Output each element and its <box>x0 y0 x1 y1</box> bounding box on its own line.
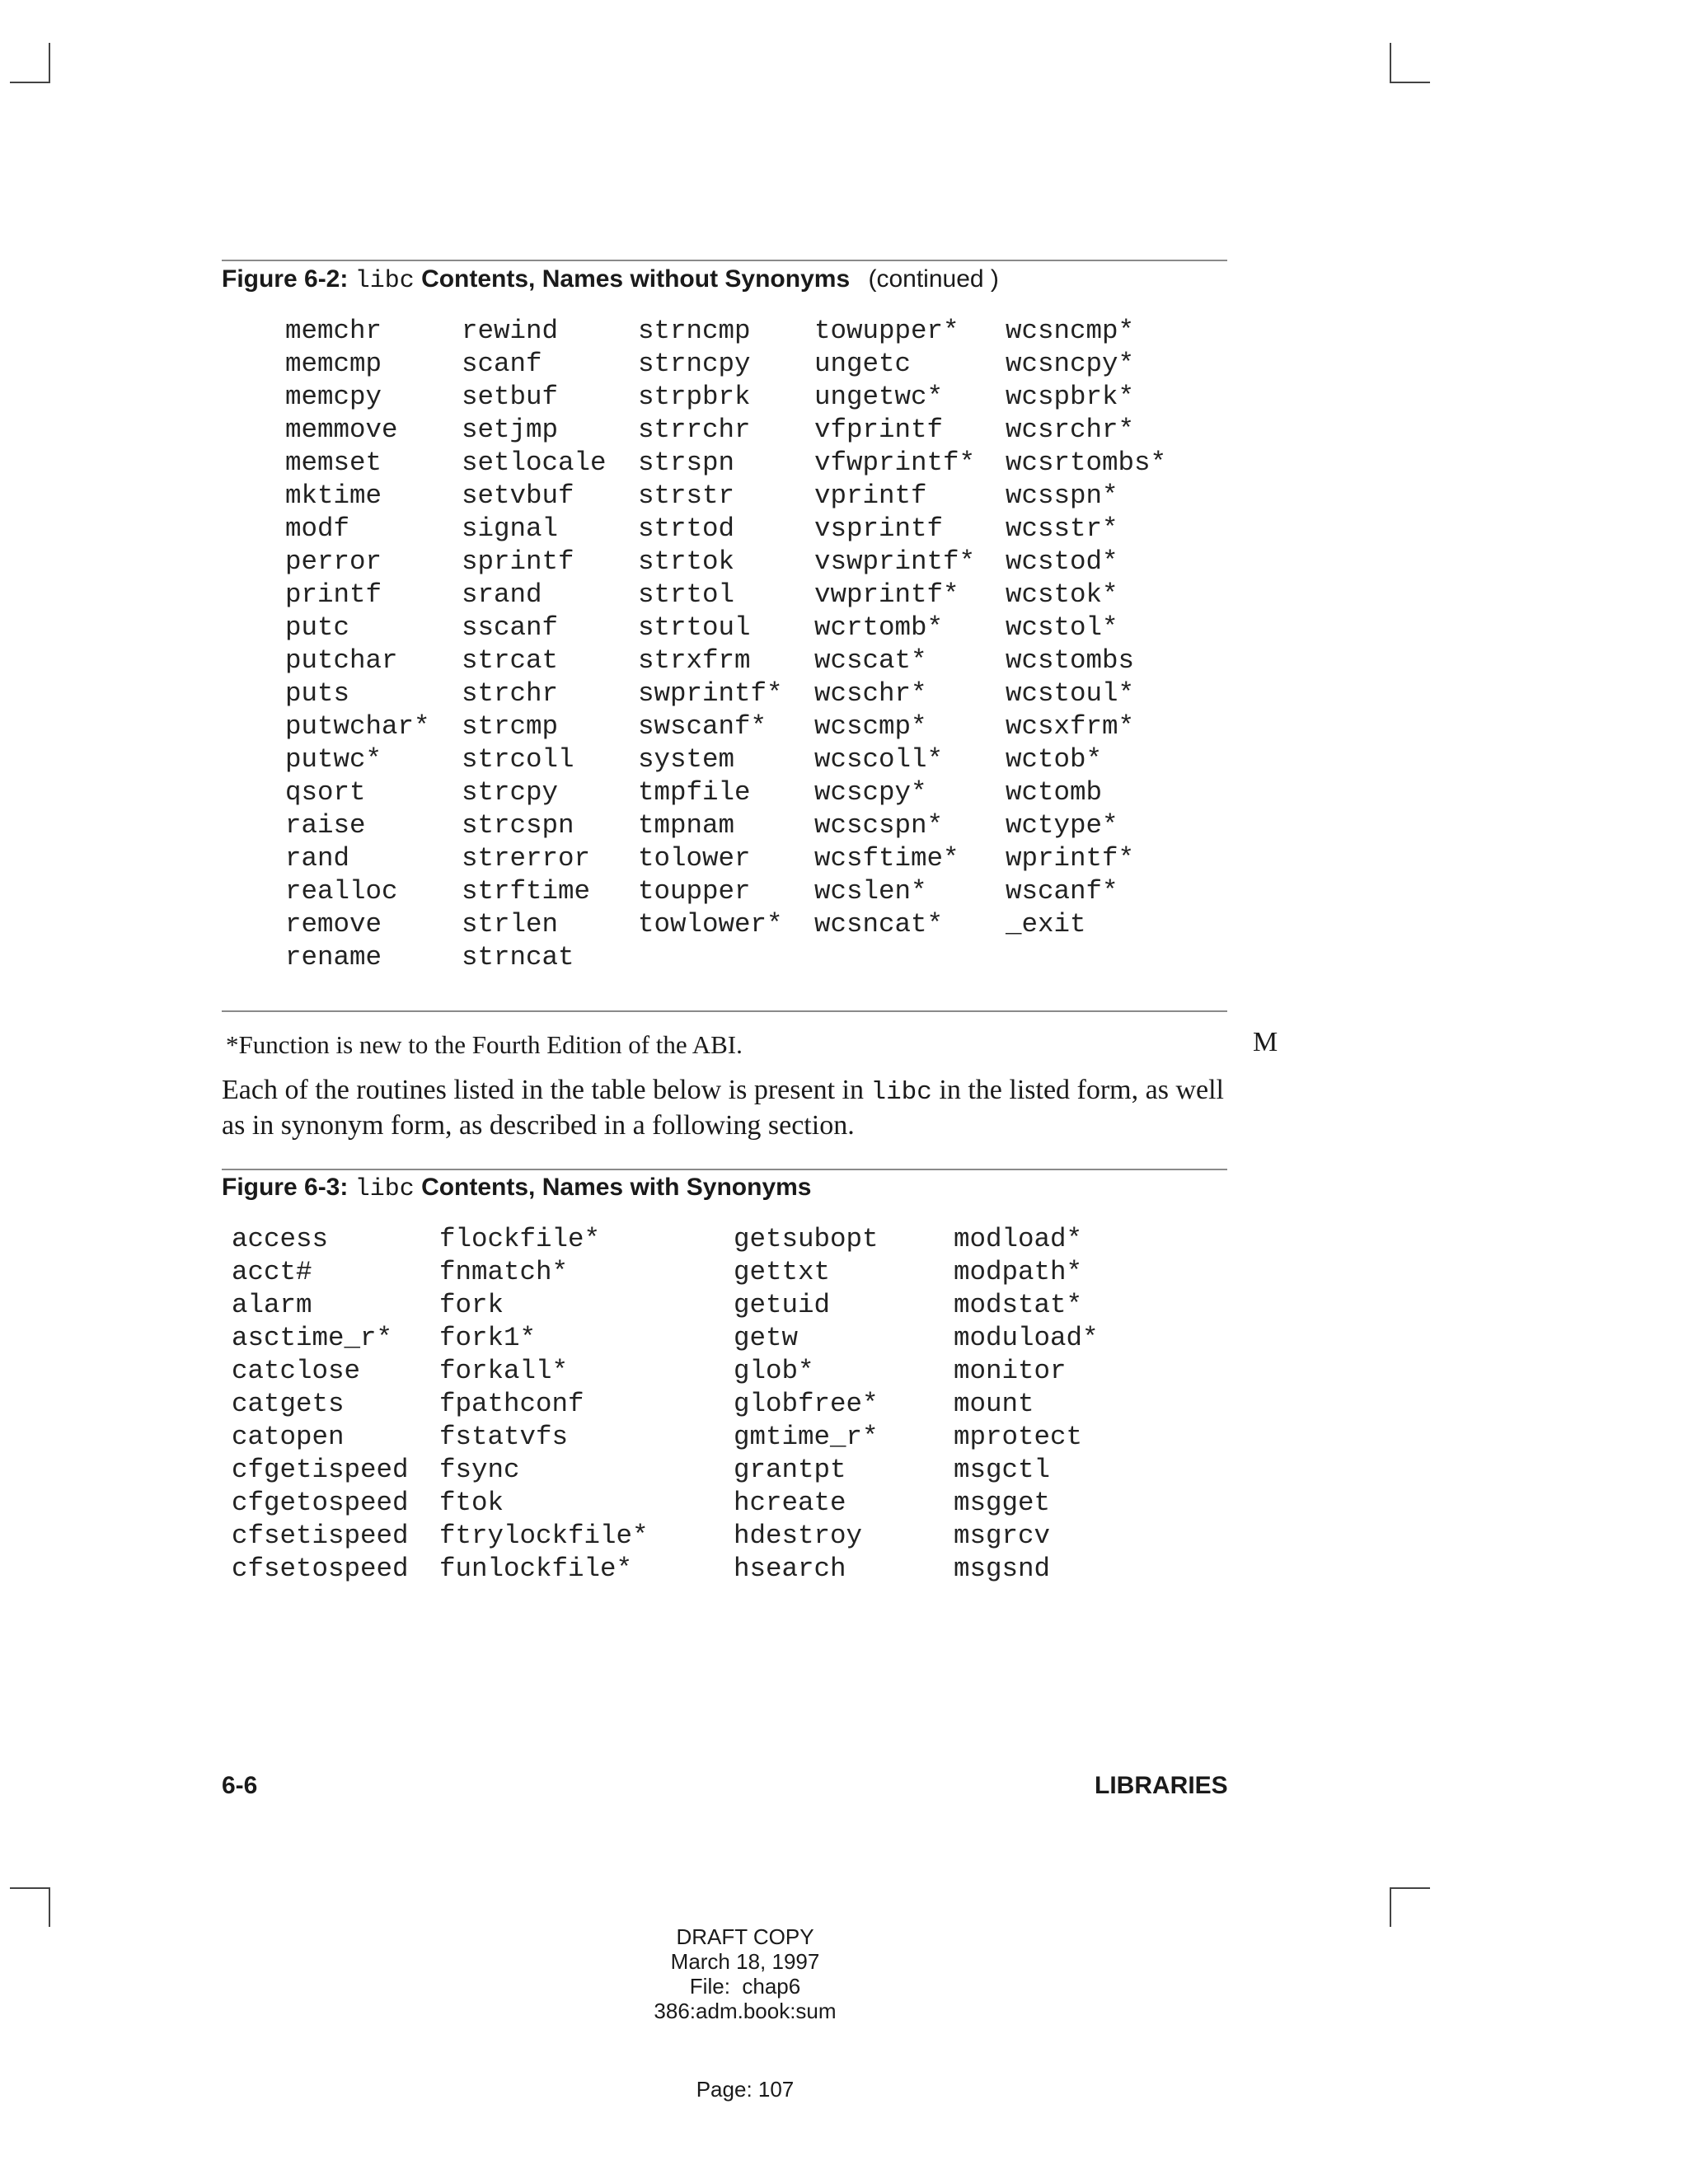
function-name: fsync <box>439 1455 520 1485</box>
function-name: strrchr <box>638 415 751 445</box>
function-name: modload* <box>954 1224 1083 1254</box>
function-name: setjmp <box>462 415 559 445</box>
function-name: wcsftime* <box>814 843 959 874</box>
function-name: strncpy <box>638 349 751 379</box>
function-name: scanf <box>462 349 542 379</box>
function-name: wctomb <box>1006 777 1103 808</box>
crop-mark-bottom-right-v <box>1390 1887 1391 1927</box>
function-name: raise <box>285 810 366 841</box>
function-name: cfgetispeed <box>232 1455 409 1485</box>
function-name: wcscat* <box>814 645 927 676</box>
function-name: wcscpy* <box>814 777 927 808</box>
function-name: puts <box>285 678 350 709</box>
function-name: ungetwc* <box>814 382 944 412</box>
function-name: wcspbrk* <box>1006 382 1135 412</box>
function-name: getuid <box>734 1290 831 1320</box>
name-column <box>734 1223 879 1586</box>
function-name: wcsspn* <box>1006 480 1118 511</box>
crop-mark-bottom-left-h <box>10 1887 50 1889</box>
function-name: acct# <box>232 1257 312 1287</box>
name-column <box>814 315 975 941</box>
crop-mark-bottom-right-h <box>1390 1887 1430 1889</box>
function-name: vfprintf <box>814 415 944 445</box>
function-name: putwchar* <box>285 711 430 742</box>
figure-label: Figure 6-3: <box>222 1174 349 1201</box>
paragraph-text-1: Each of the routines listed in the table below is present in <box>222 1075 871 1105</box>
draft-line: March 18, 1997 <box>670 1949 820 1974</box>
function-name: wcsncat* <box>814 909 944 940</box>
function-name: wcrtomb* <box>814 612 944 643</box>
crop-mark-top-left-v <box>49 43 50 82</box>
function-name: perror <box>285 546 382 577</box>
name-column <box>1006 315 1166 941</box>
function-name: strncmp <box>638 316 751 346</box>
function-name: fork1* <box>439 1323 537 1353</box>
crop-mark-top-right-h <box>1390 82 1430 83</box>
function-name: gmtime_r* <box>734 1422 879 1452</box>
function-name: realloc <box>285 876 398 907</box>
function-name: strstr <box>638 480 735 511</box>
function-name: strtod <box>638 513 735 544</box>
function-name: wcstombs <box>1006 645 1135 676</box>
crop-mark-top-right-v <box>1390 43 1391 82</box>
function-name: wcslen* <box>814 876 927 907</box>
function-name: towlower* <box>638 909 783 940</box>
function-name: towupper* <box>814 316 959 346</box>
function-name: toupper <box>638 876 751 907</box>
figure-code: libc <box>354 267 415 295</box>
function-name: memcpy <box>285 382 382 412</box>
function-name: swscanf* <box>638 711 767 742</box>
function-name: strtoul <box>638 612 751 643</box>
figure-title-text: Contents, Names without Synonyms <box>421 265 851 293</box>
page-section-number: 6-6 <box>222 1772 258 1799</box>
function-name: vfwprintf* <box>814 448 976 478</box>
footnote: *Function is new to the Fourth Edition of the ABI. <box>226 1030 743 1059</box>
function-name: tmpfile <box>638 777 751 808</box>
function-name: wcsrtombs* <box>1006 448 1167 478</box>
function-name: rewind <box>462 316 559 346</box>
paragraph-text-2: in the listed form, as well as in synonym form, as described in a following section. <box>222 1075 1224 1141</box>
draft-line: DRAFT COPY <box>676 1924 814 1949</box>
function-name: rand <box>285 843 350 874</box>
name-column <box>462 315 607 974</box>
function-name: _exit <box>1006 909 1086 940</box>
chapter-name: LIBRARIES <box>1095 1772 1228 1799</box>
function-name: wcstol* <box>1006 612 1118 643</box>
function-name: strchr <box>462 678 559 709</box>
body-paragraph <box>222 1074 1244 1142</box>
function-name: printf <box>285 579 382 610</box>
function-name: setvbuf <box>462 480 574 511</box>
draft-block <box>580 1924 910 2023</box>
page-number: Page: 107 <box>696 2077 795 2102</box>
function-name: globfree* <box>734 1389 879 1419</box>
function-name: moduload* <box>954 1323 1099 1353</box>
function-name: gettxt <box>734 1257 831 1287</box>
function-name: mprotect <box>954 1422 1083 1452</box>
function-name: remove <box>285 909 382 940</box>
function-name: glob* <box>734 1356 814 1386</box>
draft-line: 386:adm.book:sum <box>654 1999 837 2023</box>
function-name: wctob* <box>1006 744 1103 775</box>
function-name: strpbrk <box>638 382 751 412</box>
function-name: strcat <box>462 645 559 676</box>
function-name: wcschr* <box>814 678 927 709</box>
figure-continued: (continued ) <box>868 265 999 293</box>
function-name: wcscspn* <box>814 810 944 841</box>
function-name: cfgetospeed <box>232 1488 409 1518</box>
function-name: modstat* <box>954 1290 1083 1320</box>
function-name: wcscoll* <box>814 744 944 775</box>
function-name: wcsrchr* <box>1006 415 1135 445</box>
function-name: forkall* <box>439 1356 569 1386</box>
figure-label: Figure 6-2: <box>222 265 349 293</box>
function-name: grantpt <box>734 1455 846 1485</box>
function-name: setlocale <box>462 448 607 478</box>
name-column <box>954 1223 1099 1586</box>
function-name: wctype* <box>1006 810 1118 841</box>
function-name: srand <box>462 579 542 610</box>
function-name: putwc* <box>285 744 382 775</box>
function-name: getw <box>734 1323 799 1353</box>
figure-6-2-title <box>222 265 999 295</box>
function-name: msgrcv <box>954 1521 1051 1551</box>
function-name: cfsetospeed <box>232 1554 409 1584</box>
function-name: memmove <box>285 415 398 445</box>
function-name: rename <box>285 942 382 972</box>
function-name: ungetc <box>814 349 912 379</box>
function-name: modpath* <box>954 1257 1083 1287</box>
function-name: wcsstr* <box>1006 513 1118 544</box>
function-name: signal <box>462 513 559 544</box>
function-name: fork <box>439 1290 504 1320</box>
function-name: msgsnd <box>954 1554 1051 1584</box>
function-name: putchar <box>285 645 398 676</box>
name-column <box>439 1223 649 1586</box>
function-name: qsort <box>285 777 366 808</box>
function-name: wcsxfrm* <box>1006 711 1135 742</box>
function-name: vsprintf <box>814 513 944 544</box>
function-name: strtol <box>638 579 735 610</box>
function-name: cfsetispeed <box>232 1521 409 1551</box>
function-name: strcpy <box>462 777 559 808</box>
function-name: tmpnam <box>638 810 735 841</box>
name-column <box>232 1223 409 1586</box>
function-name: fpathconf <box>439 1389 584 1419</box>
function-name: access <box>232 1224 329 1254</box>
function-name: tolower <box>638 843 751 874</box>
figure-6-2-top-rule <box>222 260 1227 261</box>
function-name: modf <box>285 513 350 544</box>
function-name: msgget <box>954 1488 1051 1518</box>
name-column <box>638 315 783 941</box>
function-name: hcreate <box>734 1488 846 1518</box>
function-name: msgctl <box>954 1455 1051 1485</box>
function-name: wcstod* <box>1006 546 1118 577</box>
function-name: memchr <box>285 316 382 346</box>
function-name: hdestroy <box>734 1521 863 1551</box>
function-name: strcmp <box>462 711 559 742</box>
figure-code: libc <box>354 1175 415 1203</box>
function-name: asctime_r* <box>232 1323 393 1353</box>
function-name: flockfile* <box>439 1224 601 1254</box>
crop-mark-bottom-left-v <box>49 1887 50 1927</box>
crop-mark-top-left-h <box>10 82 50 83</box>
function-name: strerror <box>462 843 591 874</box>
function-name: setbuf <box>462 382 559 412</box>
function-name: mount <box>954 1389 1034 1419</box>
function-name: wcsncpy* <box>1006 349 1135 379</box>
function-name: mktime <box>285 480 382 511</box>
function-name: alarm <box>232 1290 312 1320</box>
function-name: funlockfile* <box>439 1554 633 1584</box>
figure-6-3-title <box>222 1174 812 1203</box>
function-name: vprintf <box>814 480 927 511</box>
function-name: wcstoul* <box>1006 678 1135 709</box>
margin-change-mark: M <box>1253 1027 1278 1057</box>
function-name: ftrylockfile* <box>439 1521 649 1551</box>
function-name: catgets <box>232 1389 345 1419</box>
function-name: putc <box>285 612 350 643</box>
paragraph-code: libc <box>870 1078 932 1107</box>
function-name: monitor <box>954 1356 1067 1386</box>
function-name: strxfrm <box>638 645 751 676</box>
function-name: strncat <box>462 942 574 972</box>
function-name: system <box>638 744 735 775</box>
function-name: strcoll <box>462 744 574 775</box>
function-name: wprintf* <box>1006 843 1135 874</box>
function-name: wcstok* <box>1006 579 1118 610</box>
function-name: getsubopt <box>734 1224 879 1254</box>
function-name: catopen <box>232 1422 345 1452</box>
function-name: memcmp <box>285 349 382 379</box>
figure-6-2-bottom-rule <box>222 1010 1227 1012</box>
function-name: strtok <box>638 546 735 577</box>
figure-6-3-top-rule <box>222 1169 1227 1170</box>
figure-title-text: Contents, Names with Synonyms <box>421 1174 812 1201</box>
function-name: strcspn <box>462 810 574 841</box>
function-name: strlen <box>462 909 559 940</box>
name-column <box>285 315 430 974</box>
function-name: memset <box>285 448 382 478</box>
function-name: sprintf <box>462 546 574 577</box>
function-name: wscanf* <box>1006 876 1118 907</box>
function-name: sscanf <box>462 612 559 643</box>
function-name: strspn <box>638 448 735 478</box>
function-name: vswprintf* <box>814 546 976 577</box>
function-name: strftime <box>462 876 591 907</box>
function-name: ftok <box>439 1488 504 1518</box>
draft-line: File: chap6 <box>689 1974 801 1999</box>
function-name: hsearch <box>734 1554 846 1584</box>
function-name: catclose <box>232 1356 361 1386</box>
function-name: fstatvfs <box>439 1422 569 1452</box>
function-name: vwprintf* <box>814 579 959 610</box>
function-name: swprintf* <box>638 678 783 709</box>
function-name: fnmatch* <box>439 1257 569 1287</box>
function-name: wcsncmp* <box>1006 316 1135 346</box>
function-name: wcscmp* <box>814 711 927 742</box>
